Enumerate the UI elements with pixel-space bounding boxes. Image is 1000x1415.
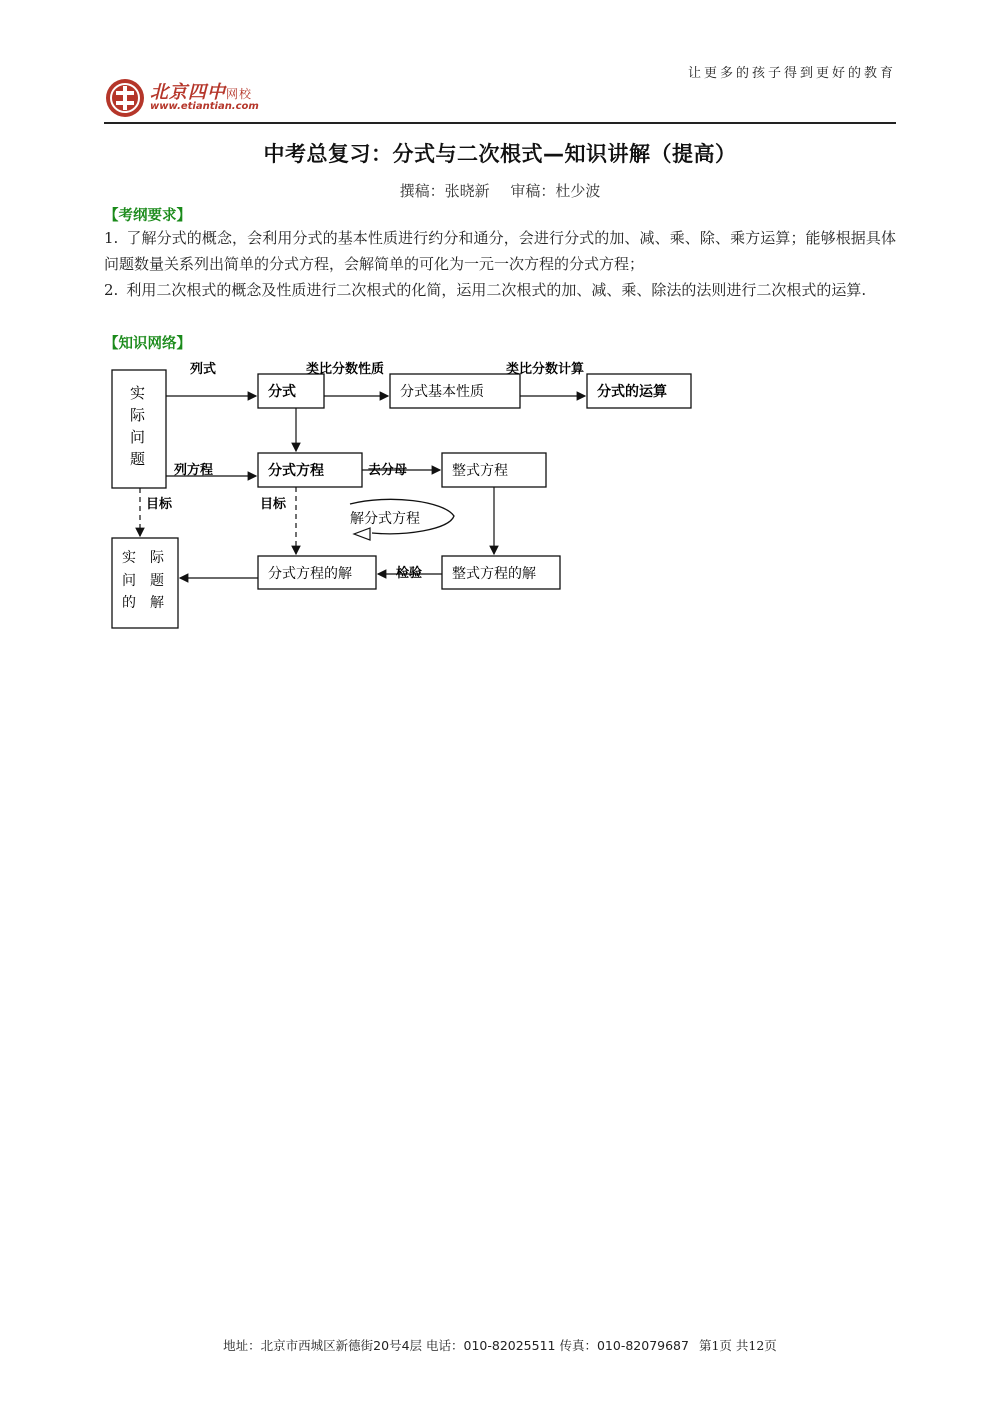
item-number: 2.: [104, 281, 119, 299]
node-real-solution-2: 际: [150, 550, 164, 566]
item-text: 利用二次根式的概念及性质进行二次根式的化简，运用二次根式的加、减、乘、除法的法则进行二次根式的运算.: [126, 281, 867, 299]
item-text: 了解分式的概念，会利用分式的基本性质进行约分和通分，会进行分式的加、减、乘、除、乘方运算；能够根据具体问题数量关系列出简单的分式方程，会解简单的可化为一元一次方程的分式方程；: [104, 229, 896, 273]
node-real-problem-2: 际: [130, 406, 146, 424]
label-target1: 目标: [146, 497, 173, 512]
node-real-problem-3: 问: [130, 428, 146, 446]
logo-url: www.etiantian.com: [150, 101, 259, 112]
header-rule: [104, 122, 896, 124]
label-target2: 目标: [260, 497, 287, 512]
section-heading-network: 【知识网络】: [104, 336, 191, 352]
node-fraction-operation: 分式的运算: [597, 384, 667, 400]
label-remove-denominator: 去分母: [368, 463, 408, 478]
item-number: 1.: [104, 229, 119, 247]
footer-page-number: 第1页 共12页: [698, 1338, 777, 1353]
node-real-problem-4: 题: [130, 450, 146, 468]
label-list-equation: 列方程: [174, 463, 214, 478]
node-integral-equation-solution: 整式方程的解: [452, 566, 536, 582]
node-real-solution-6: 解: [150, 595, 164, 611]
node-fraction-property: 分式基本性质: [400, 384, 484, 400]
logo-name-main: 北京四中: [150, 82, 226, 103]
header-slogan: 让更多的孩子得到更好的教育: [687, 66, 896, 81]
node-real-solution-3: 问: [122, 573, 136, 589]
node-real-problem-1: 实: [130, 384, 146, 402]
section-heading-syllabus: 【考纲要求】: [104, 208, 191, 224]
syllabus-item-1: [104, 225, 896, 277]
syllabus-item-2: [104, 277, 896, 303]
reviewer: 审稿：杜少波: [510, 182, 601, 200]
footer-address: 地址：北京市西城区新德街20号4层 电话：010-82025511 传真：010-82079687: [223, 1338, 689, 1353]
node-fraction-equation: 分式方程: [268, 463, 324, 479]
knowledge-network-diagram: [104, 356, 704, 636]
solve-equation-arrow-head: [354, 528, 370, 540]
label-list-expr: 列式: [190, 362, 217, 377]
node-fraction-equation-solution: 分式方程的解: [268, 566, 352, 582]
label-verify: 检验: [396, 566, 423, 581]
label-analogy-property: 类比分数性质: [306, 362, 385, 377]
node-real-solution-5: 的: [122, 595, 136, 611]
label-analogy-calc: 类比分数计算: [506, 362, 585, 377]
label-solve-equation: 解分式方程: [350, 511, 420, 527]
author: 撰稿：张晓新: [399, 182, 490, 200]
page-footer: [0, 1336, 1000, 1354]
logo-name-suffix: 网校: [226, 87, 253, 101]
node-real-solution-4: 题: [150, 573, 164, 589]
author-line: [0, 180, 1000, 201]
page-title: 中考总复习：分式与二次根式—知识讲解（提高）: [263, 142, 737, 166]
node-real-solution-1: 实: [122, 550, 136, 566]
node-integral-equation: 整式方程: [452, 463, 508, 479]
node-fraction: 分式: [268, 384, 296, 400]
